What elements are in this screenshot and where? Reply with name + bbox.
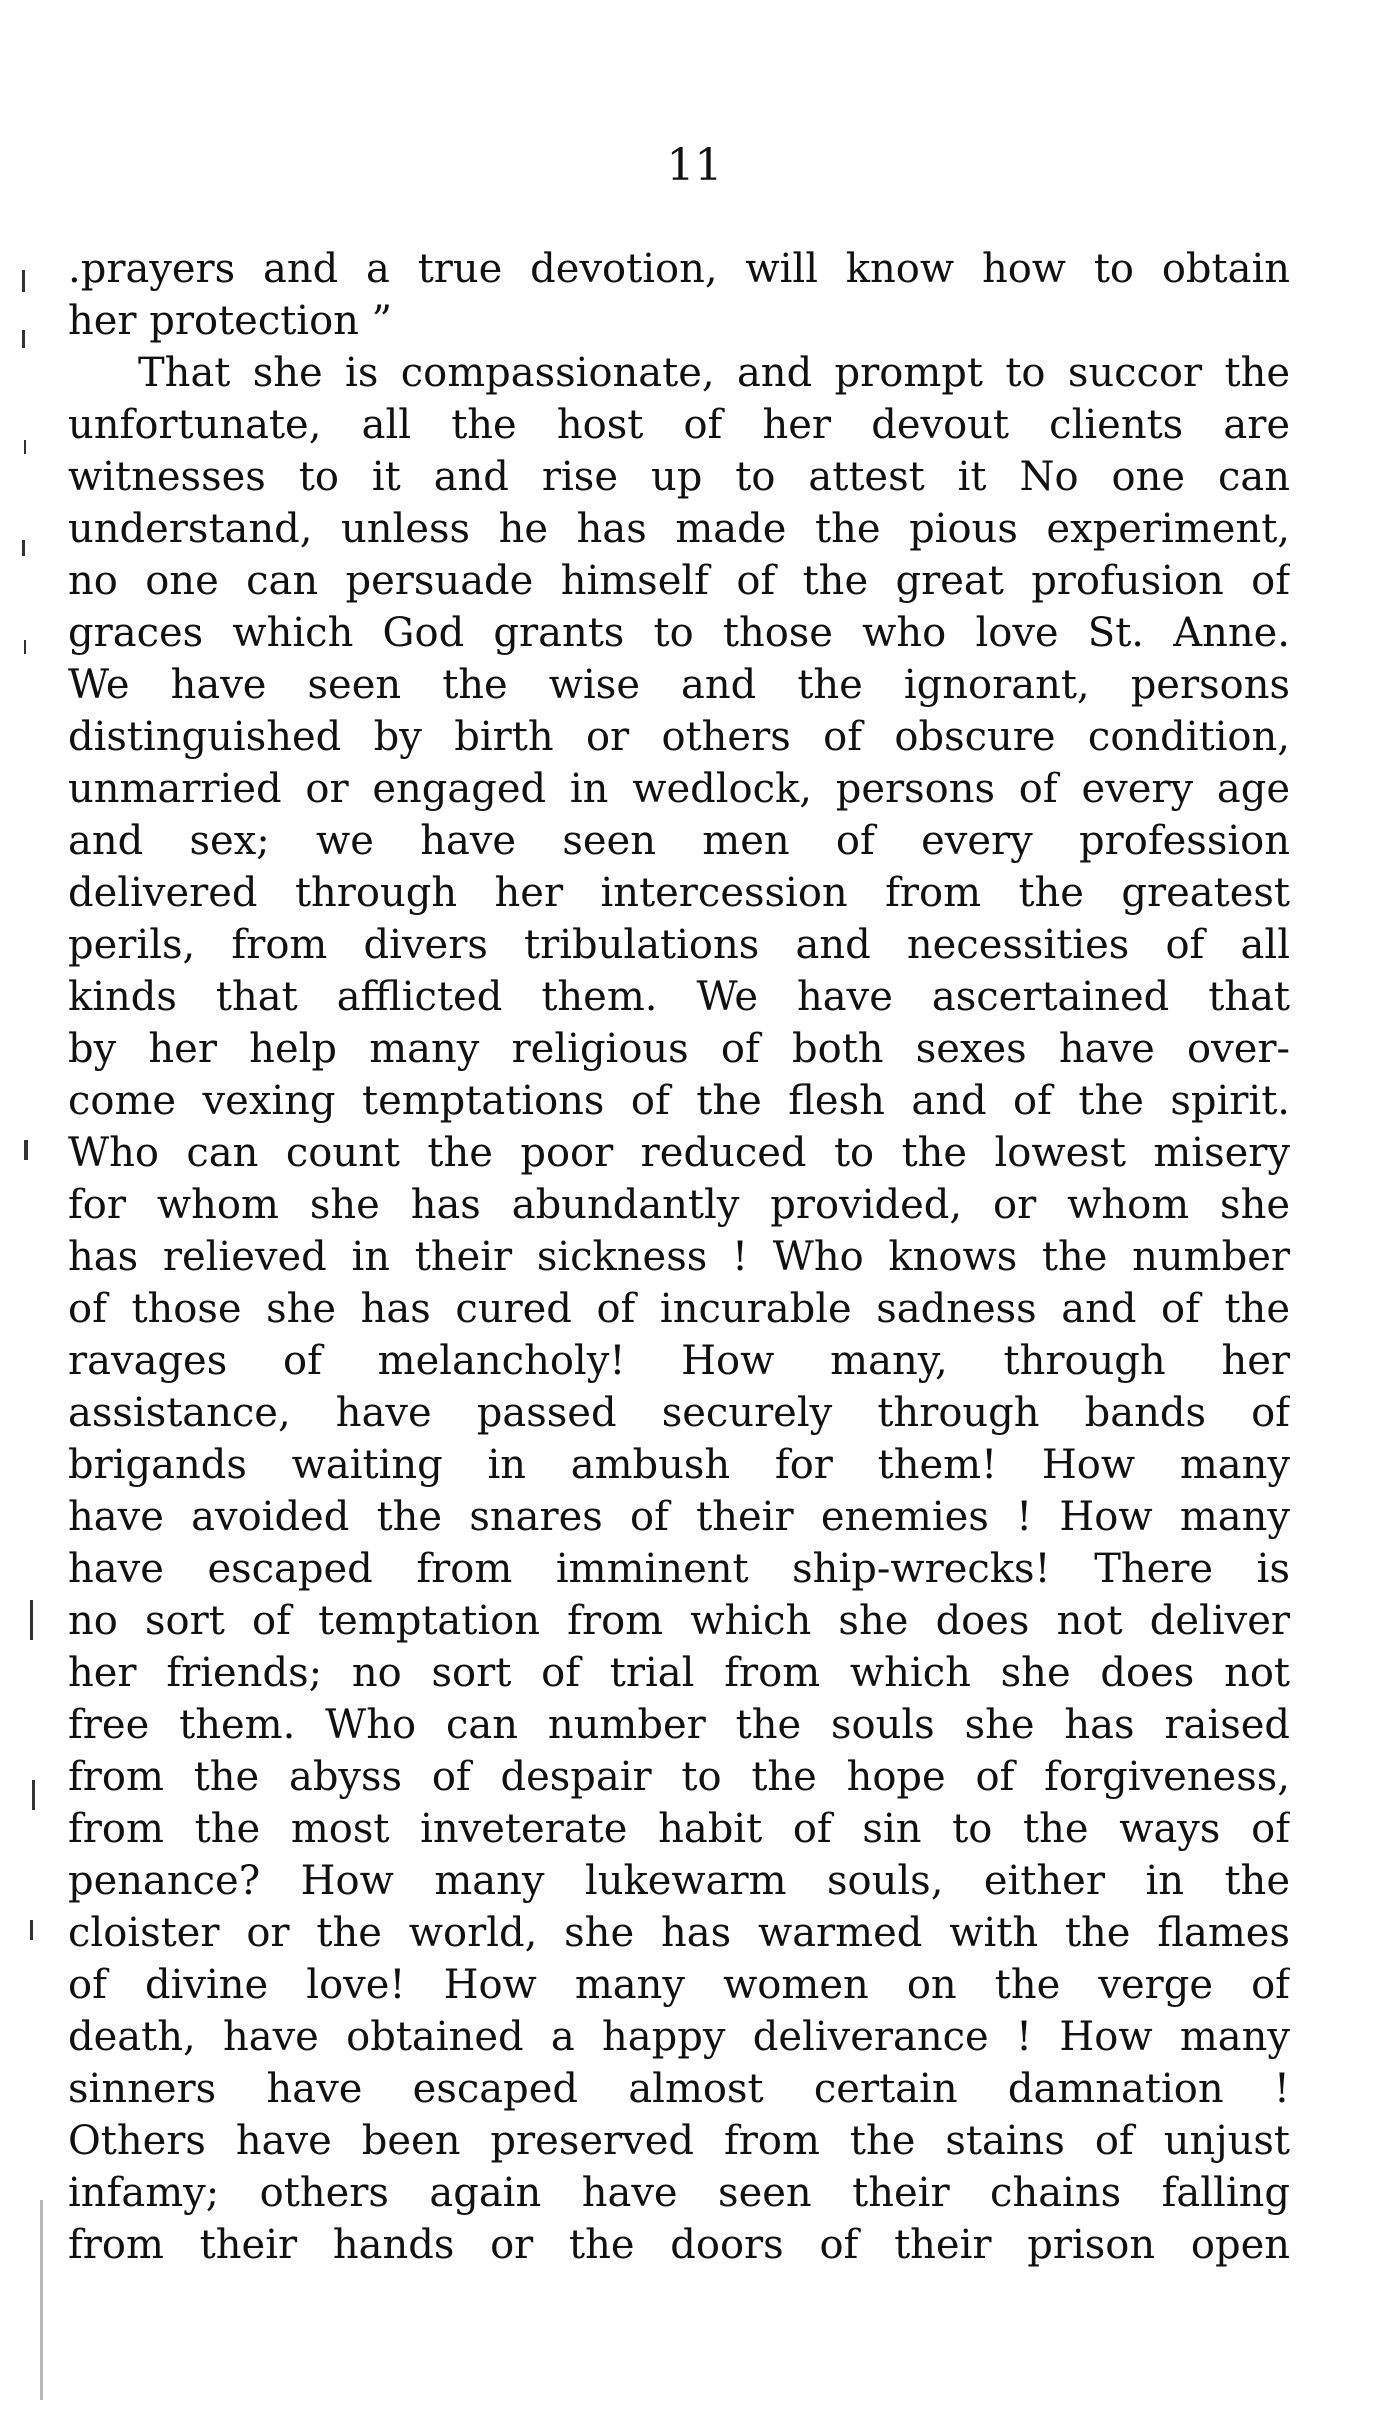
body-text <box>68 243 1290 2271</box>
text-line: no sort of temptation from which she does not deliver <box>68 1598 1290 1644</box>
text-line: from the most inveterate habit of sin to the ways of <box>68 1806 1290 1852</box>
text-line: penance? How many lukewarm souls, either in the <box>68 1858 1290 1904</box>
text-line: come vexing temptations of the flesh and of the spirit. <box>68 1078 1290 1124</box>
text-line: ravages of melancholy! How many, through her <box>68 1338 1290 1384</box>
text-line: death, have obtained a happy deliverance ! How many <box>68 2014 1290 2060</box>
text-line: unfortunate, all the host of her devout clients are <box>68 402 1290 448</box>
text-line: from the abyss of despair to the hope of forgiveness, <box>68 1754 1290 1800</box>
text-line: Who can count the poor reduced to the lowest misery <box>68 1130 1290 1176</box>
text-line: and sex; we have seen men of every profession <box>68 818 1290 864</box>
text-line: for whom she has abundantly provided, or whom she <box>68 1182 1290 1228</box>
scan-margin-artifacts <box>0 0 70 2425</box>
text-line: .prayers and a true devotion, will know how to obtain <box>68 246 1290 292</box>
text-line: That she is compassionate, and prompt to succor the <box>138 350 1290 396</box>
text-line: her friends; no sort of trial from which she does not <box>68 1650 1290 1696</box>
text-line: have escaped from imminent ship-wrecks! There is <box>68 1546 1290 1592</box>
text-line: assistance, have passed securely through bands of <box>68 1390 1290 1436</box>
text-line: We have seen the wise and the ignorant, persons <box>68 662 1290 708</box>
text-line: graces which God grants to those who love St. Anne. <box>68 610 1290 656</box>
page-number: 11 <box>666 140 723 191</box>
text-line: have avoided the snares of their enemies ! How many <box>68 1494 1290 1540</box>
text-line: infamy; others again have seen their chains falling <box>68 2170 1290 2216</box>
text-line: distinguished by birth or others of obscure condition, <box>68 714 1290 760</box>
text-line: Others have been preserved from the stains of unjust <box>68 2118 1290 2164</box>
text-line: witnesses to it and rise up to attest it No one can <box>68 454 1290 500</box>
text-line: her protection ” <box>68 298 393 344</box>
text-line: cloister or the world, she has warmed with the flames <box>68 1910 1290 1956</box>
text-line: of those she has cured of incurable sadness and of the <box>68 1286 1290 1332</box>
text-line: by her help many religious of both sexes have over- <box>68 1026 1290 1072</box>
text-line: sinners have escaped almost certain damnation ! <box>68 2066 1290 2112</box>
text-line: delivered through her intercession from the greatest <box>68 870 1290 916</box>
text-line: understand, unless he has made the pious experiment, <box>68 506 1290 552</box>
text-line: brigands waiting in ambush for them! How many <box>68 1442 1290 1488</box>
text-line: of divine love! How many women on the verge of <box>68 1962 1290 2008</box>
text-line: free them. Who can number the souls she has raised <box>68 1702 1290 1748</box>
text-line: no one can persuade himself of the great profusion of <box>68 558 1290 604</box>
text-line: kinds that afflicted them. We have ascertained that <box>68 974 1290 1020</box>
text-line: from their hands or the doors of their prison open <box>68 2222 1290 2268</box>
text-line: has relieved in their sickness ! Who knows the number <box>68 1234 1290 1280</box>
text-line: perils, from divers tribulations and necessities of all <box>68 922 1290 968</box>
text-line: unmarried or engaged in wedlock, persons of every age <box>68 766 1290 812</box>
